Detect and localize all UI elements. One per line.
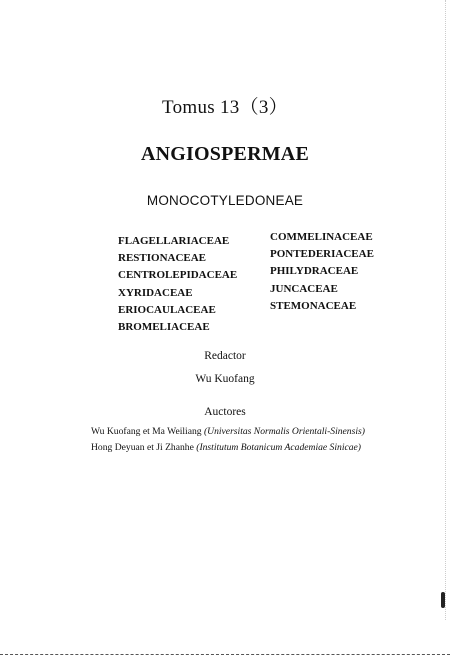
page-bottom-rule [0,654,450,655]
class-subtitle: MONOCOTYLEDONEAE [146,193,304,208]
family-name: PONTEDERIACEAE [270,248,374,261]
author-line [91,442,361,453]
family-name: BROMELIACEAE [118,321,210,334]
page-title: ANGIOSPERMAE [141,143,309,165]
author-institution: (Universitas Normalis Orientali-Sinensis) [203,426,365,437]
auctores-label: Auctores [204,406,246,418]
page-edge-line [445,0,446,620]
volume-number: Tomus 13（3） [161,97,288,118]
redactor-label: Redactor [204,350,246,362]
family-list-left [118,233,237,336]
scan-mark [441,592,445,608]
family-name: PHILYDRACEAE [270,265,359,278]
family-name: XYRIDACEAE [118,286,193,299]
author-institution: (Institutum Botanicum Academiae Sinicae) [196,442,361,453]
family-name: COMMELINACEAE [270,231,373,243]
redactor-name: Wu Kuofang [195,373,255,385]
author-names: Wu Kuofang et Ma Weiliang [91,426,202,437]
family-name: RESTIONACEAE [118,252,207,265]
family-name: CENTROLEPIDACEAE [118,269,238,282]
author-line [91,426,365,437]
family-list-right [270,229,374,315]
family-name: FLAGELLARIACEAE [118,235,230,247]
author-names: Hong Deyuan et Ji Zhanhe [91,442,194,453]
family-name: JUNCACEAE [270,282,338,295]
family-name: STEMONACEAE [270,299,357,312]
family-name: ERIOCAULACEAE [118,303,216,316]
